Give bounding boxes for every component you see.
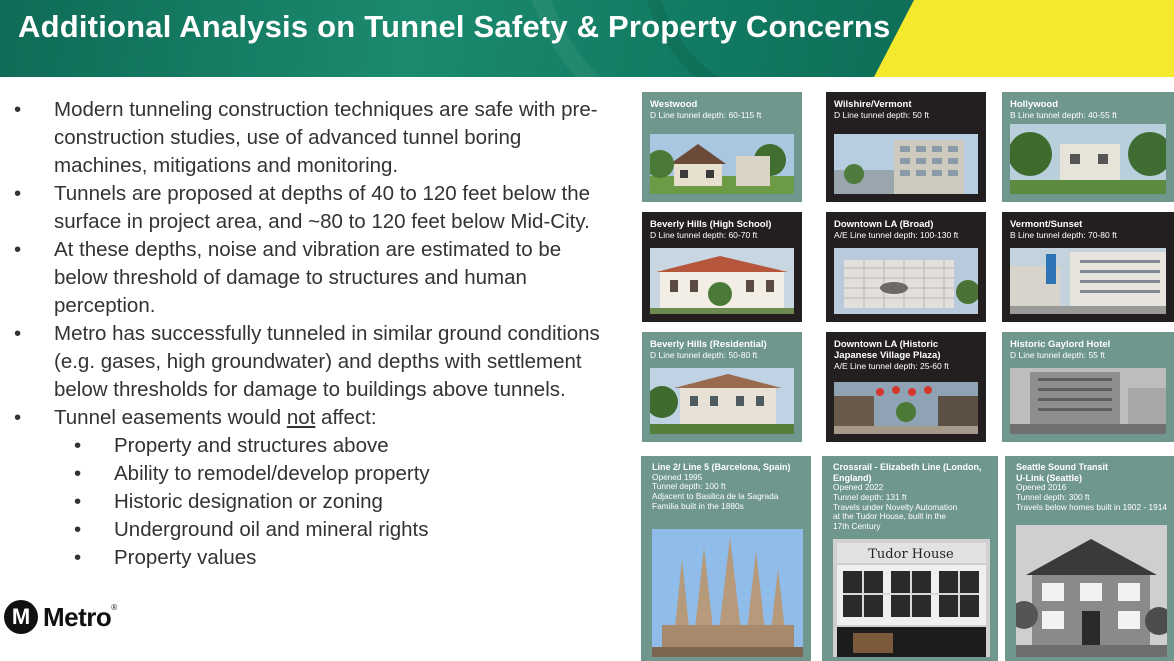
card-depth: D Line tunnel depth: 55 ft bbox=[1010, 350, 1105, 360]
card-depth: A/E Line tunnel depth: 25-60 ft bbox=[834, 361, 949, 371]
bullet-dot: • bbox=[14, 406, 22, 429]
card-detail: Travels below homes built in 1902 - 1914 bbox=[1016, 501, 1167, 512]
bullet-item: • Metro has successfully tunneled in similar ground conditions (e.g. gases, high groundwater) and depths with settlement below thresholds for damage to buildings above tunnels. bbox=[14, 322, 600, 401]
sub-bullet-item: • Property values bbox=[14, 544, 624, 572]
banner-yellow-accent bbox=[874, 0, 1174, 77]
card-title: Japanese Village Plaza) bbox=[834, 350, 941, 361]
metro-logo-mark: M bbox=[4, 600, 38, 634]
card-title: Crossrail - Elizabeth Line (London, bbox=[833, 462, 982, 472]
bullet-dot: • bbox=[74, 546, 82, 569]
card-title: Vermont/Sunset bbox=[1010, 219, 1083, 230]
building-photo bbox=[1010, 248, 1166, 314]
card-detail: Opened 2022 bbox=[833, 482, 884, 492]
card-title: Beverly Hills (High School) bbox=[650, 219, 772, 230]
sagrada-familia-photo bbox=[652, 529, 803, 657]
card-depth: A/E Line tunnel depth: 100-130 ft bbox=[834, 230, 959, 240]
card-vermont-sunset bbox=[1002, 212, 1174, 322]
card-depth: D Line tunnel depth: 60-115 ft bbox=[650, 110, 762, 120]
metro-logo-wordmark: Metro bbox=[43, 601, 112, 632]
card-detail: Opened 2016 bbox=[1016, 482, 1067, 492]
bullet-dot: • bbox=[14, 238, 22, 261]
card-downtown-la-japanese-village-plaza bbox=[826, 332, 986, 442]
card-depth: B Line tunnel depth: 40-55 ft bbox=[1010, 110, 1117, 120]
card-title: Line 2/ Line 5 (Barcelona, Spain) bbox=[652, 462, 791, 472]
card-downtown-la-broad bbox=[826, 212, 986, 322]
bullet-dot: • bbox=[14, 322, 22, 345]
card-detail: Familia built in the 1880s bbox=[652, 500, 744, 511]
card-wilshire-vermont bbox=[826, 92, 986, 202]
registered-mark: ® bbox=[111, 603, 118, 612]
bullet-dot: • bbox=[74, 462, 82, 485]
card-depth: D Line tunnel depth: 60-70 ft bbox=[650, 230, 758, 240]
card-title: Historic Gaylord Hotel bbox=[1010, 339, 1111, 350]
card-detail: Opened 1995 bbox=[652, 471, 703, 482]
museum-photo bbox=[834, 248, 978, 314]
house-photo bbox=[650, 134, 794, 194]
building-photo bbox=[1010, 124, 1166, 194]
tudor-house-photo bbox=[833, 539, 990, 657]
card-title: Wilshire/Vermont bbox=[834, 99, 912, 110]
title-banner bbox=[0, 0, 1174, 77]
card-depth: D Line tunnel depth: 50 ft bbox=[834, 110, 929, 120]
metro-logo bbox=[4, 599, 117, 635]
card-detail: at the Tudor House, built in the bbox=[833, 511, 947, 522]
card-title: Hollywood bbox=[1010, 99, 1059, 110]
card-beverly-hills-high-school bbox=[642, 212, 802, 322]
card-westwood bbox=[642, 92, 802, 202]
card-hollywood bbox=[1002, 92, 1174, 202]
card-title: Beverly Hills (Residential) bbox=[650, 339, 767, 350]
card-title: England) bbox=[833, 472, 872, 483]
sub-bullet-item: • Ability to remodel/develop property bbox=[14, 460, 624, 488]
sub-bullet-item: • Historic designation or zoning bbox=[14, 488, 624, 516]
card-title: Downtown LA (Broad) bbox=[834, 219, 934, 230]
sub-bullet-item: • Underground oil and mineral rights bbox=[14, 516, 624, 544]
card-title: Westwood bbox=[650, 99, 698, 110]
card-detail: Tunnel depth: 300 ft bbox=[1016, 491, 1090, 502]
school-photo bbox=[650, 248, 794, 314]
bullet-dot: • bbox=[74, 434, 82, 457]
bullet-list bbox=[14, 96, 624, 572]
bullet-dot: • bbox=[14, 182, 22, 205]
card-detail: Adjacent to Basilica de la Sagrada bbox=[652, 491, 779, 502]
bullet-dot: • bbox=[14, 98, 22, 121]
bullet-item: • Tunnels are proposed at depths of 40 to 120 feet below the surface in project area, and ~80 to 120 feet below Mid-City. bbox=[14, 182, 591, 233]
card-london-crossrail bbox=[822, 456, 998, 661]
card-seattle-u-link bbox=[1005, 456, 1174, 661]
card-depth: B Line tunnel depth: 70-80 ft bbox=[1010, 230, 1117, 240]
bullet-dot: • bbox=[74, 518, 82, 541]
card-historic-gaylord-hotel bbox=[1002, 332, 1174, 442]
card-title: U-Link (Seattle) bbox=[1016, 472, 1083, 483]
card-detail: Travels under Novelty Automation bbox=[833, 501, 958, 512]
hotel-photo bbox=[1010, 368, 1166, 434]
card-depth: D Line tunnel depth: 50-80 ft bbox=[650, 350, 758, 360]
card-detail: Tunnel depth: 131 ft bbox=[833, 491, 907, 502]
card-detail: Tunnel depth: 100 ft bbox=[652, 481, 726, 492]
sub-bullet-item: • Property and structures above bbox=[14, 432, 624, 460]
bullet-dot: • bbox=[74, 490, 82, 513]
seattle-house-photo bbox=[1016, 525, 1167, 657]
card-title: Downtown LA (Historic bbox=[834, 339, 939, 350]
slide-title: Additional Analysis on Tunnel Safety & Property Concerns bbox=[18, 9, 891, 44]
card-detail: 17th Century bbox=[833, 521, 881, 532]
card-barcelona bbox=[641, 456, 811, 661]
tunnel-examples-grid bbox=[640, 86, 1174, 456]
card-title: Seattle Sound Transit bbox=[1016, 462, 1109, 472]
plaza-photo bbox=[834, 382, 978, 434]
card-beverly-hills-residential bbox=[642, 332, 802, 442]
tudor-house-sign: Tudor House bbox=[868, 547, 954, 562]
bullet-item: • Tunnel easements would not affect: bbox=[14, 404, 624, 432]
house-photo bbox=[650, 368, 794, 434]
bullet-item: • Modern tunneling construction techniques are safe with pre- construction studies, use of advanced tunnel boring machines, mitigations and monitoring. bbox=[14, 98, 598, 177]
building-photo bbox=[834, 134, 978, 194]
bullet-item: • At these depths, noise and vibration are estimated to be below threshold of damage to structures and human perception. bbox=[14, 238, 562, 317]
